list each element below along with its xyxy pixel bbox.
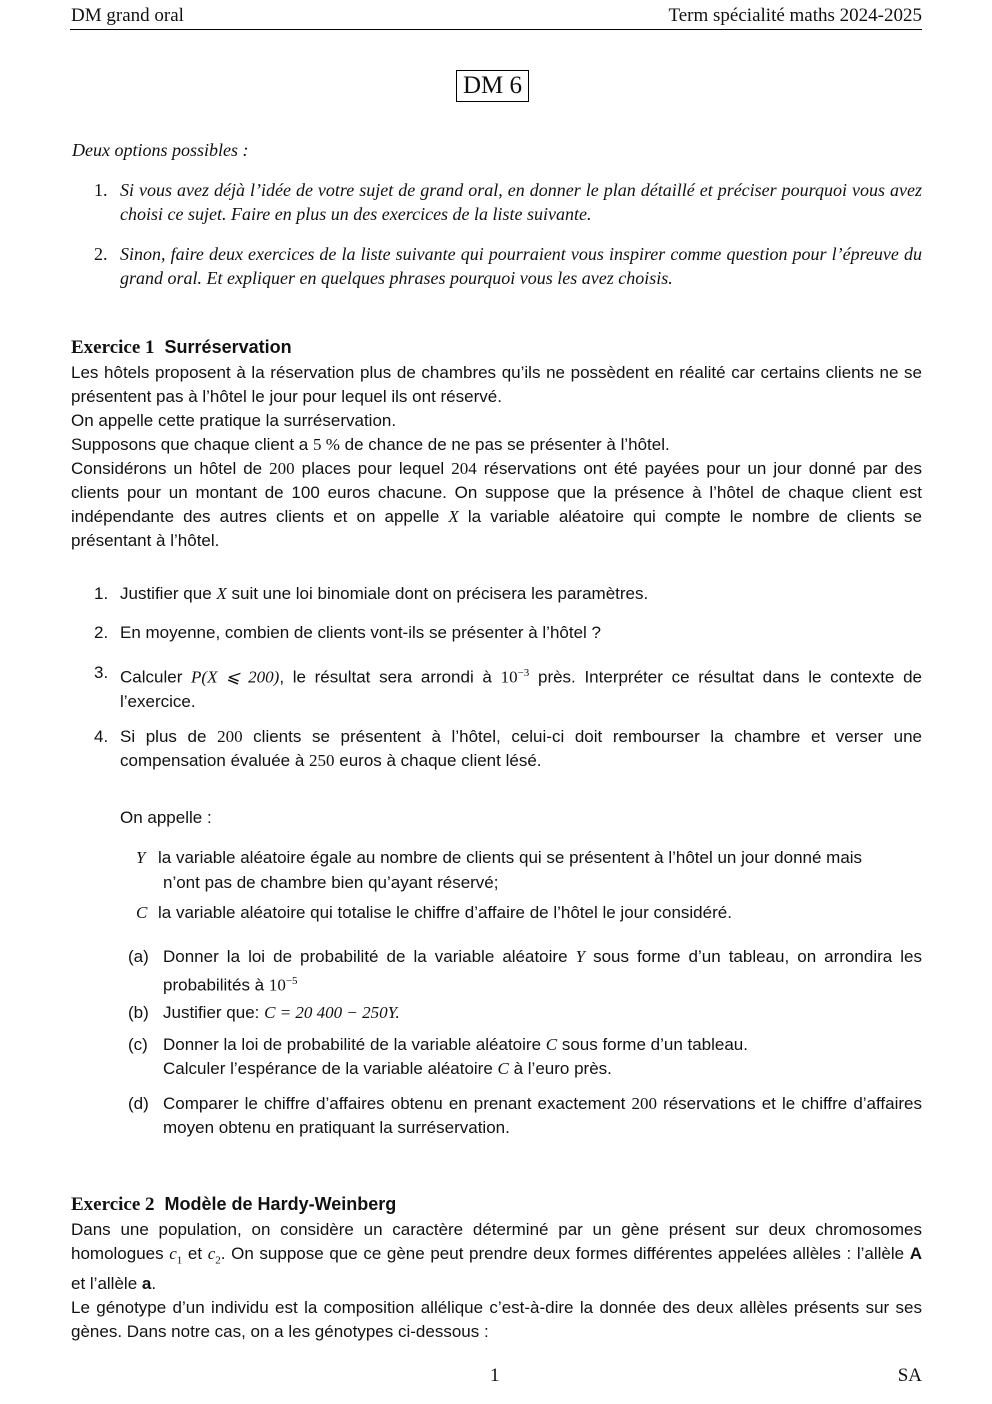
question-2: 2. En moyenne, combien de clients vont-ils se présenter à l’hôtel ? — [94, 623, 601, 642]
exercise-2-title — [71, 1194, 396, 1216]
header-right: Term spécialité maths 2024-2025 — [668, 5, 922, 26]
page-header — [70, 4, 922, 30]
subquestion-a: (a) Donner la loi de probabilité de la variable aléatoire Y sous forme d’un tableau, on arrondira les probabilités à $10^{-5}$ — [128, 947, 922, 995]
exercise-1-title — [71, 337, 292, 359]
question-1: 1. Justifier que X suit une loi binomiale dont on précisera les paramètres. — [94, 584, 649, 603]
subquestion-b: (b) Justifier que: C = 20 400 − 250Y. — [128, 1003, 400, 1022]
exercise-label: Exercice 2 — [71, 1194, 155, 1215]
ex1-paragraph — [71, 361, 922, 553]
ex2-paragraph — [71, 1218, 922, 1344]
option-number: 2. — [94, 244, 108, 264]
option-text: Sinon, faire deux exercices de la liste suivante qui pourraient vous inspirer comme question pour l’épreuve du grand oral. Et expliquer en quelques phrases pourquoi vous les avez choisis. — [120, 244, 922, 288]
exercise-name: Surréservation — [164, 337, 292, 357]
option-number: 1. — [94, 180, 108, 200]
page-number: 1 — [490, 1365, 500, 1386]
exercise-name: Modèle de Hardy-Weinberg — [164, 1194, 397, 1214]
option-item — [94, 242, 922, 290]
ex1-p4: Considérons un hôtel de 200 places pour lequel 204 réservations ont été payées pour un jour donné par des clients pour un montant de 100 euros chacune. On suppose que la présence à l’hôtel de chaque client est indépendante des autres clients et on appelle X la variable aléatoire qui compte le nombre de clients se présentant à l’hôtel. — [71, 459, 922, 550]
subquestion-c: (c) Donner la loi de probabilité de la variable aléatoire C sous forme d’un tableau. Calculer l’espérance de la variable aléatoire C à l’euro près. — [128, 1035, 748, 1078]
footer-author: SA — [897, 1365, 922, 1386]
ex2-p1: Dans une population, on considère un caractère déterminé par un gène présent sur deux chromosomes homologues $c_1$ et $c_2$. On suppose que ce gène peut prendre deux formes différentes appelées allèles : l’allèle A et l’allèle a. — [71, 1220, 923, 1294]
question-3: 3. Calculer P(X ⩽ 200), le résultat sera arrondi à $10^{-3}$ près. Interpréter ce résultat dans le contexte de l’exercice. — [94, 663, 922, 711]
ex1-p3: Supposons que chaque client a 5 % de chance de ne pas se présenter à l’hôtel. — [71, 435, 670, 454]
page-title: DM 6 — [456, 70, 529, 102]
option-text: Si vous avez déjà l’idée de votre sujet de grand oral, en donner le plan détaillé et préciser pourquoi vous avez choisi ce sujet. Faire en plus un des exercices de la liste suivante. — [120, 180, 922, 224]
definition-C: C la variable aléatoire qui totalise le chiffre d’affaire de l’hôtel le jour considéré. — [136, 903, 732, 922]
ex2-p2: Le génotype d’un individu est la composition allélique c’est-à-dire la donnée des deux allèles présents sur ses gènes. Dans notre cas, on a les génotypes ci-dessous : — [71, 1298, 922, 1342]
exercise-label: Exercice 1 — [71, 337, 155, 358]
option-item — [94, 178, 922, 226]
intro-text: Deux options possibles : — [72, 140, 249, 160]
ex1-p2: On appelle cette pratique la surréservation. — [71, 411, 397, 430]
definition-Y: Y la variable aléatoire égale au nombre de clients qui se présentent à l’hôtel un jour donné mais n’ont pas de chambre bien qu’ayant réservé; — [136, 848, 863, 892]
on-appelle: On appelle : — [120, 808, 212, 827]
header-left: DM grand oral — [71, 5, 184, 26]
ex1-p1: Les hôtels proposent à la réservation plus de chambres qu’ils ne possèdent en réalité car certains clients ne se présentent pas à l’hôtel le jour pour lequel ils ont réservé. — [71, 363, 922, 406]
question-4: 4. Si plus de 200 clients se présentent à l’hôtel, celui-ci doit rembourser la chambre et verser une compensation évaluée à 250 euros à chaque client lésé. — [94, 727, 922, 770]
subquestion-d: (d) Comparer le chiffre d’affaires obtenu en prenant exactement 200 réservations et le chiffre d’affaires moyen obtenu en pratiquant la surréservation. — [128, 1094, 922, 1137]
